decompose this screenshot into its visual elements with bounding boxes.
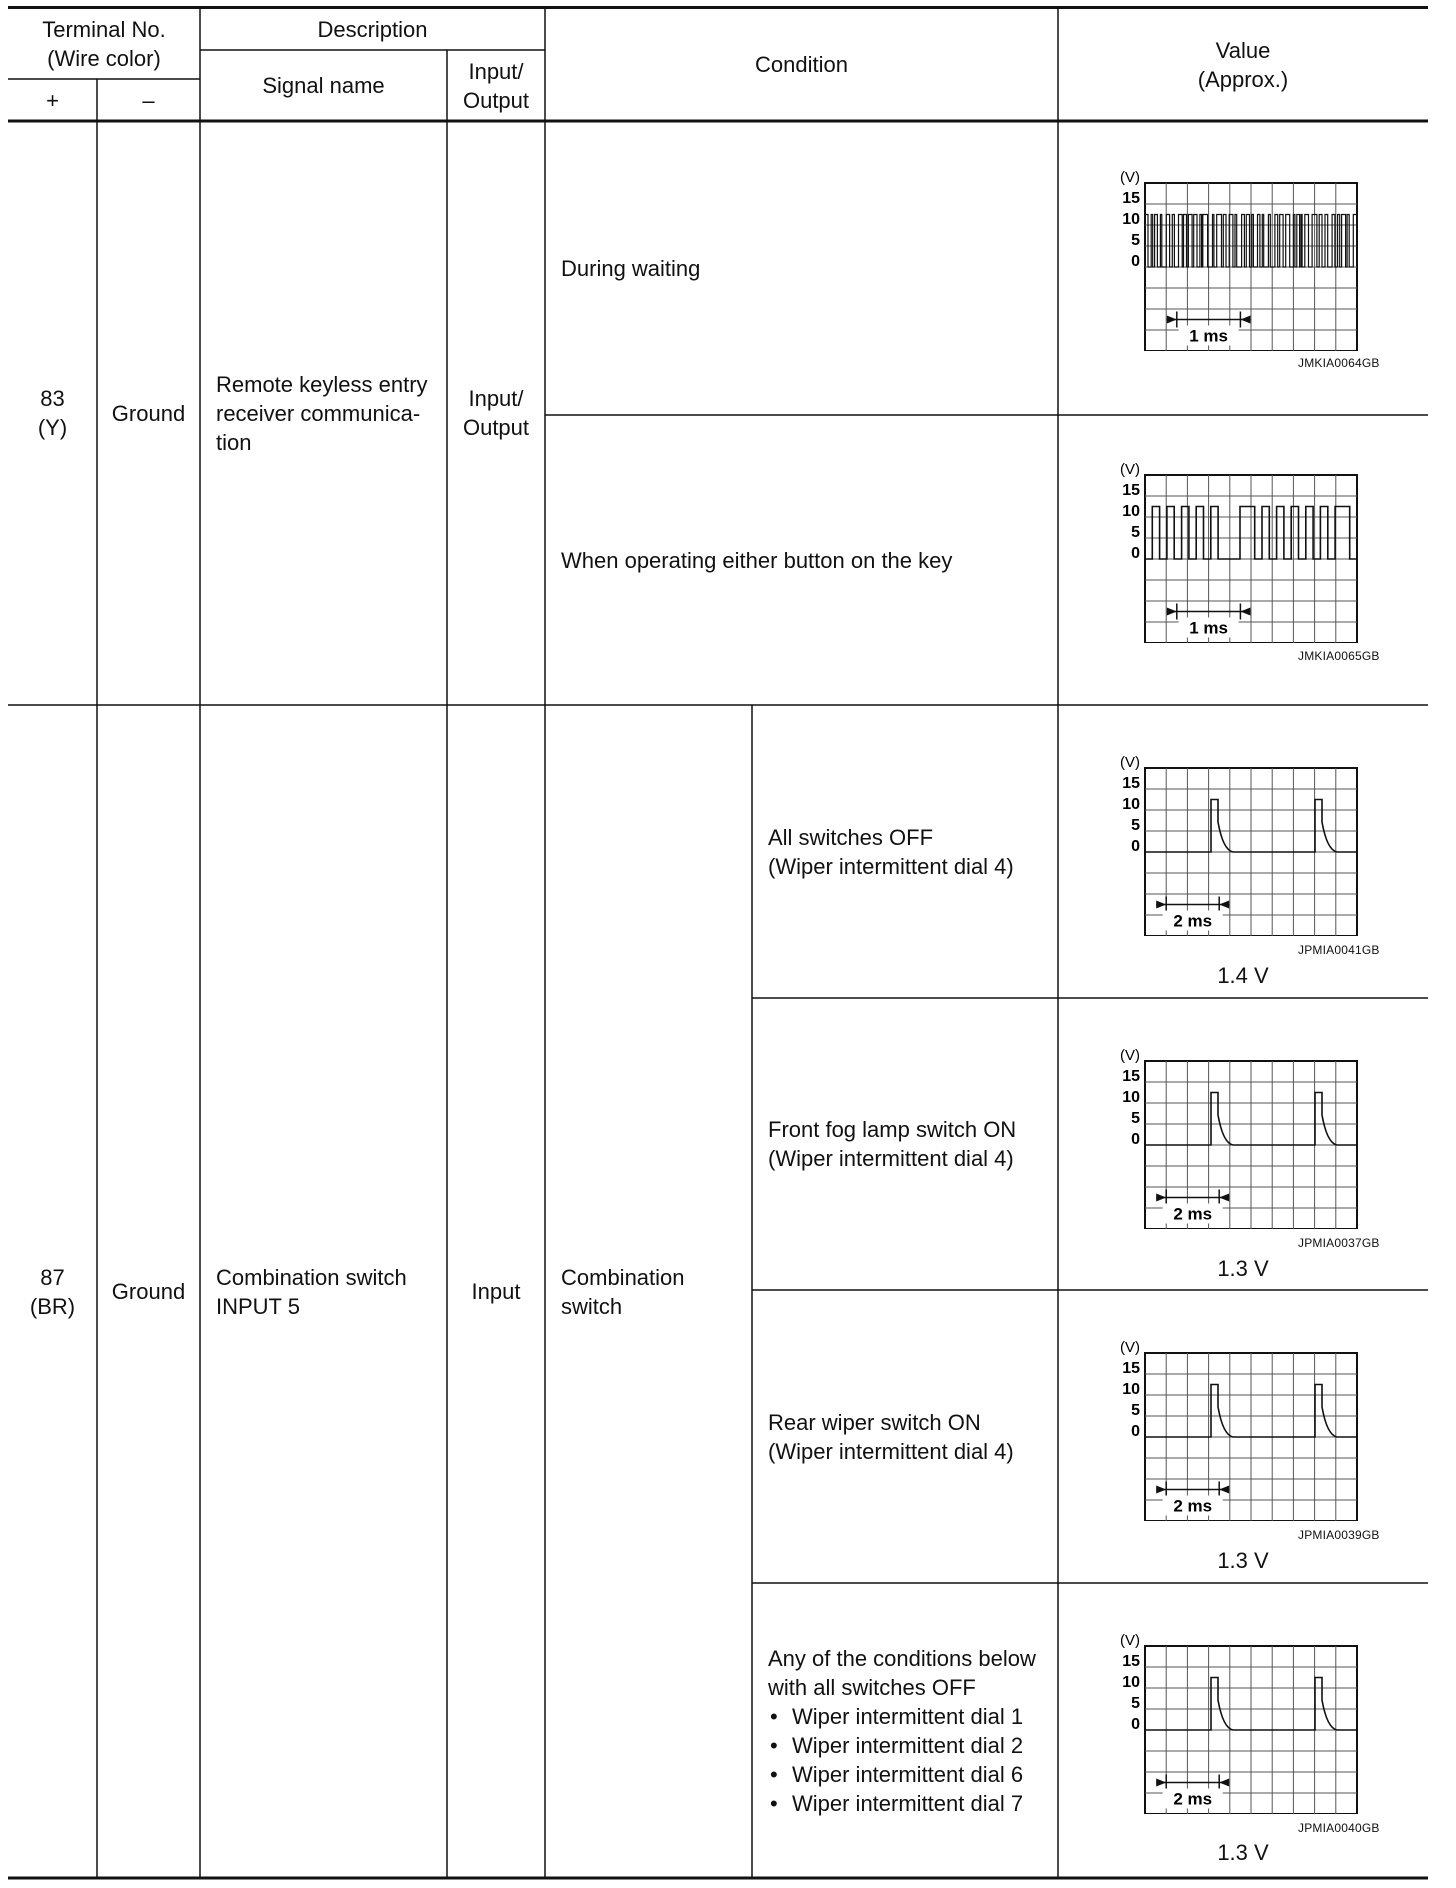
figure-code: JPMIA0037GB xyxy=(1298,1236,1380,1250)
header-condition: Condition xyxy=(755,52,848,77)
scope-y-tick: 15 xyxy=(1122,1360,1140,1377)
scope-y-tick: 5 xyxy=(1131,817,1140,834)
condition-line: with all switches OFF xyxy=(768,1674,976,1700)
voltage-value: 1.4 V xyxy=(1217,963,1269,988)
row87-group-line2: switch xyxy=(561,1293,623,1319)
header-wire-color-label: (Wire color) xyxy=(47,45,161,71)
row87-wire-color: (BR) xyxy=(29,1293,76,1319)
row83-signal-line3: tion xyxy=(216,429,252,455)
row87-terminal xyxy=(8,705,97,1878)
header-plus: + xyxy=(46,87,59,113)
scope-y-tick: 0 xyxy=(1131,1716,1140,1733)
row87-terminal-number: 87 xyxy=(40,1264,65,1290)
header-terminal-no xyxy=(8,8,200,79)
condition-bullet: • Wiper intermittent dial 1 xyxy=(768,1702,1036,1731)
scope-y-tick: 10 xyxy=(1122,1381,1140,1398)
condition-bullet-list xyxy=(768,1702,1036,1818)
condition-line: Front fog lamp switch ON xyxy=(768,1117,1017,1142)
condition-line: (Wiper intermittent dial 4) xyxy=(768,1146,1014,1171)
oscilloscope-waveform-4 xyxy=(1088,1044,1368,1234)
scope-unit-label: (V) xyxy=(1120,754,1140,771)
voltage-value: 1.3 V xyxy=(1217,1256,1269,1281)
header-input-output xyxy=(447,50,545,121)
scope-y-tick: 0 xyxy=(1131,838,1140,855)
scope-arrowhead xyxy=(1167,608,1177,616)
scope-arrowhead xyxy=(1156,1779,1166,1787)
header-signal-name: Signal name xyxy=(262,73,385,98)
row83-condition-waiting: During waiting xyxy=(561,255,701,281)
row87-condition-all-off xyxy=(752,705,1058,998)
header-value xyxy=(1058,8,1428,121)
scope-unit-label: (V) xyxy=(1120,1047,1140,1064)
row83-io xyxy=(447,121,545,705)
scope-arrowhead xyxy=(1219,1779,1229,1787)
scope-unit-label: (V) xyxy=(1120,1339,1140,1356)
condition-line: All switches OFF xyxy=(768,824,934,850)
oscilloscope-waveform-3 xyxy=(1088,751,1368,941)
row87-signal-line2: INPUT 5 xyxy=(216,1293,300,1319)
scope-time-label: 1 ms xyxy=(1189,326,1228,346)
scope-arrowhead xyxy=(1219,1194,1229,1202)
condition-line: (Wiper intermittent dial 4) xyxy=(768,1438,1014,1464)
scope-arrowhead xyxy=(1156,1486,1166,1494)
scope-y-tick: 5 xyxy=(1131,524,1140,541)
figure-code: JMKIA0065GB xyxy=(1298,649,1380,663)
scope-y-tick: 0 xyxy=(1131,545,1140,562)
scope-y-tick: 10 xyxy=(1122,211,1140,228)
scope-y-tick: 0 xyxy=(1131,253,1140,270)
row83-terminal xyxy=(8,121,97,705)
row83-signal-line2: receiver communica- xyxy=(216,400,421,426)
scope-unit-label: (V) xyxy=(1120,1632,1140,1649)
header-io-line1: Input/ xyxy=(468,58,524,84)
scope-y-tick: 5 xyxy=(1131,232,1140,249)
row83-condition-operating: When operating either button on the key xyxy=(561,547,953,573)
header-description: Description xyxy=(317,16,428,42)
header-value-line2: (Approx.) xyxy=(1197,66,1289,92)
row83-io-line2: Output xyxy=(462,415,530,440)
scope-arrowhead xyxy=(1219,1486,1229,1494)
header-minus: – xyxy=(142,87,155,113)
voltage-value: 1.3 V xyxy=(1217,1548,1269,1573)
row87-signal-name xyxy=(200,705,447,1878)
header-value-line1: Value xyxy=(1215,37,1271,63)
oscilloscope-waveform-6 xyxy=(1088,1629,1368,1819)
scope-y-tick: 5 xyxy=(1131,1402,1140,1419)
scope-y-tick: 15 xyxy=(1122,482,1140,499)
row87-io: Input xyxy=(471,1279,521,1304)
oscilloscope-waveform-1 xyxy=(1088,166,1368,356)
scope-y-tick: 0 xyxy=(1131,1423,1140,1440)
scope-time-label: 2 ms xyxy=(1173,1496,1213,1516)
terminal-table xyxy=(8,6,1428,1880)
voltage-value: 1.3 V xyxy=(1217,1840,1269,1865)
row87-condition-front-fog xyxy=(752,998,1058,1290)
row83-signal-line1: Remote keyless entry xyxy=(216,371,428,397)
oscilloscope-waveform-5 xyxy=(1088,1336,1368,1526)
row83-terminal-number: 83 xyxy=(40,386,65,411)
scope-time-label: 2 ms xyxy=(1173,911,1213,931)
scope-y-tick: 5 xyxy=(1131,1110,1140,1127)
condition-bullet: • Wiper intermittent dial 2 xyxy=(768,1731,1036,1760)
condition-bullet: • Wiper intermittent dial 6 xyxy=(768,1760,1036,1789)
row87-signal-line1: Combination switch xyxy=(216,1264,407,1290)
scope-time-label: 2 ms xyxy=(1173,1204,1213,1224)
figure-code: JMKIA0064GB xyxy=(1298,356,1380,370)
scope-y-tick: 10 xyxy=(1122,1089,1140,1106)
scope-arrowhead xyxy=(1240,608,1250,616)
scope-unit-label: (V) xyxy=(1120,169,1140,186)
row87-group-line1: Combination xyxy=(561,1264,685,1290)
row83-wire-color: (Y) xyxy=(37,415,68,440)
scope-y-tick: 10 xyxy=(1122,796,1140,813)
scope-y-tick: 10 xyxy=(1122,1674,1140,1691)
scope-arrowhead xyxy=(1219,901,1229,909)
scope-y-tick: 15 xyxy=(1122,775,1140,792)
scope-y-tick: 0 xyxy=(1131,1131,1140,1148)
scope-time-label: 2 ms xyxy=(1173,1789,1213,1809)
oscilloscope-waveform-2 xyxy=(1088,458,1368,648)
header-io-line2: Output xyxy=(462,87,530,113)
scope-arrowhead xyxy=(1156,901,1166,909)
scope-unit-label: (V) xyxy=(1120,461,1140,478)
scope-y-tick: 15 xyxy=(1122,1653,1140,1670)
row87-condition-any xyxy=(752,1583,1058,1878)
scope-arrowhead xyxy=(1240,316,1250,324)
scope-y-tick: 15 xyxy=(1122,1068,1140,1085)
scope-y-tick: 15 xyxy=(1122,190,1140,207)
scope-y-tick: 5 xyxy=(1131,1695,1140,1712)
condition-line: Rear wiper switch ON xyxy=(768,1409,981,1435)
row87-condition-group xyxy=(545,705,752,1878)
condition-bullet: • Wiper intermittent dial 7 xyxy=(768,1789,1036,1818)
figure-code: JPMIA0040GB xyxy=(1298,1821,1380,1835)
figure-code: JPMIA0041GB xyxy=(1298,943,1380,957)
row83-minus: Ground xyxy=(111,400,186,426)
figure-code: JPMIA0039GB xyxy=(1298,1528,1380,1542)
condition-line: Any of the conditions below xyxy=(768,1645,1036,1671)
condition-line: (Wiper intermittent dial 4) xyxy=(768,853,1014,879)
scope-time-label: 1 ms xyxy=(1189,618,1228,638)
row83-io-line1: Input/ xyxy=(468,386,524,411)
scope-arrowhead xyxy=(1167,316,1177,324)
header-terminal-no-label: Terminal No. xyxy=(42,16,166,42)
scope-arrowhead xyxy=(1156,1194,1166,1202)
row87-minus: Ground xyxy=(111,1279,186,1304)
row87-condition-rear-wiper xyxy=(752,1290,1058,1583)
row83-signal-name xyxy=(200,121,447,705)
scope-y-tick: 10 xyxy=(1122,503,1140,520)
